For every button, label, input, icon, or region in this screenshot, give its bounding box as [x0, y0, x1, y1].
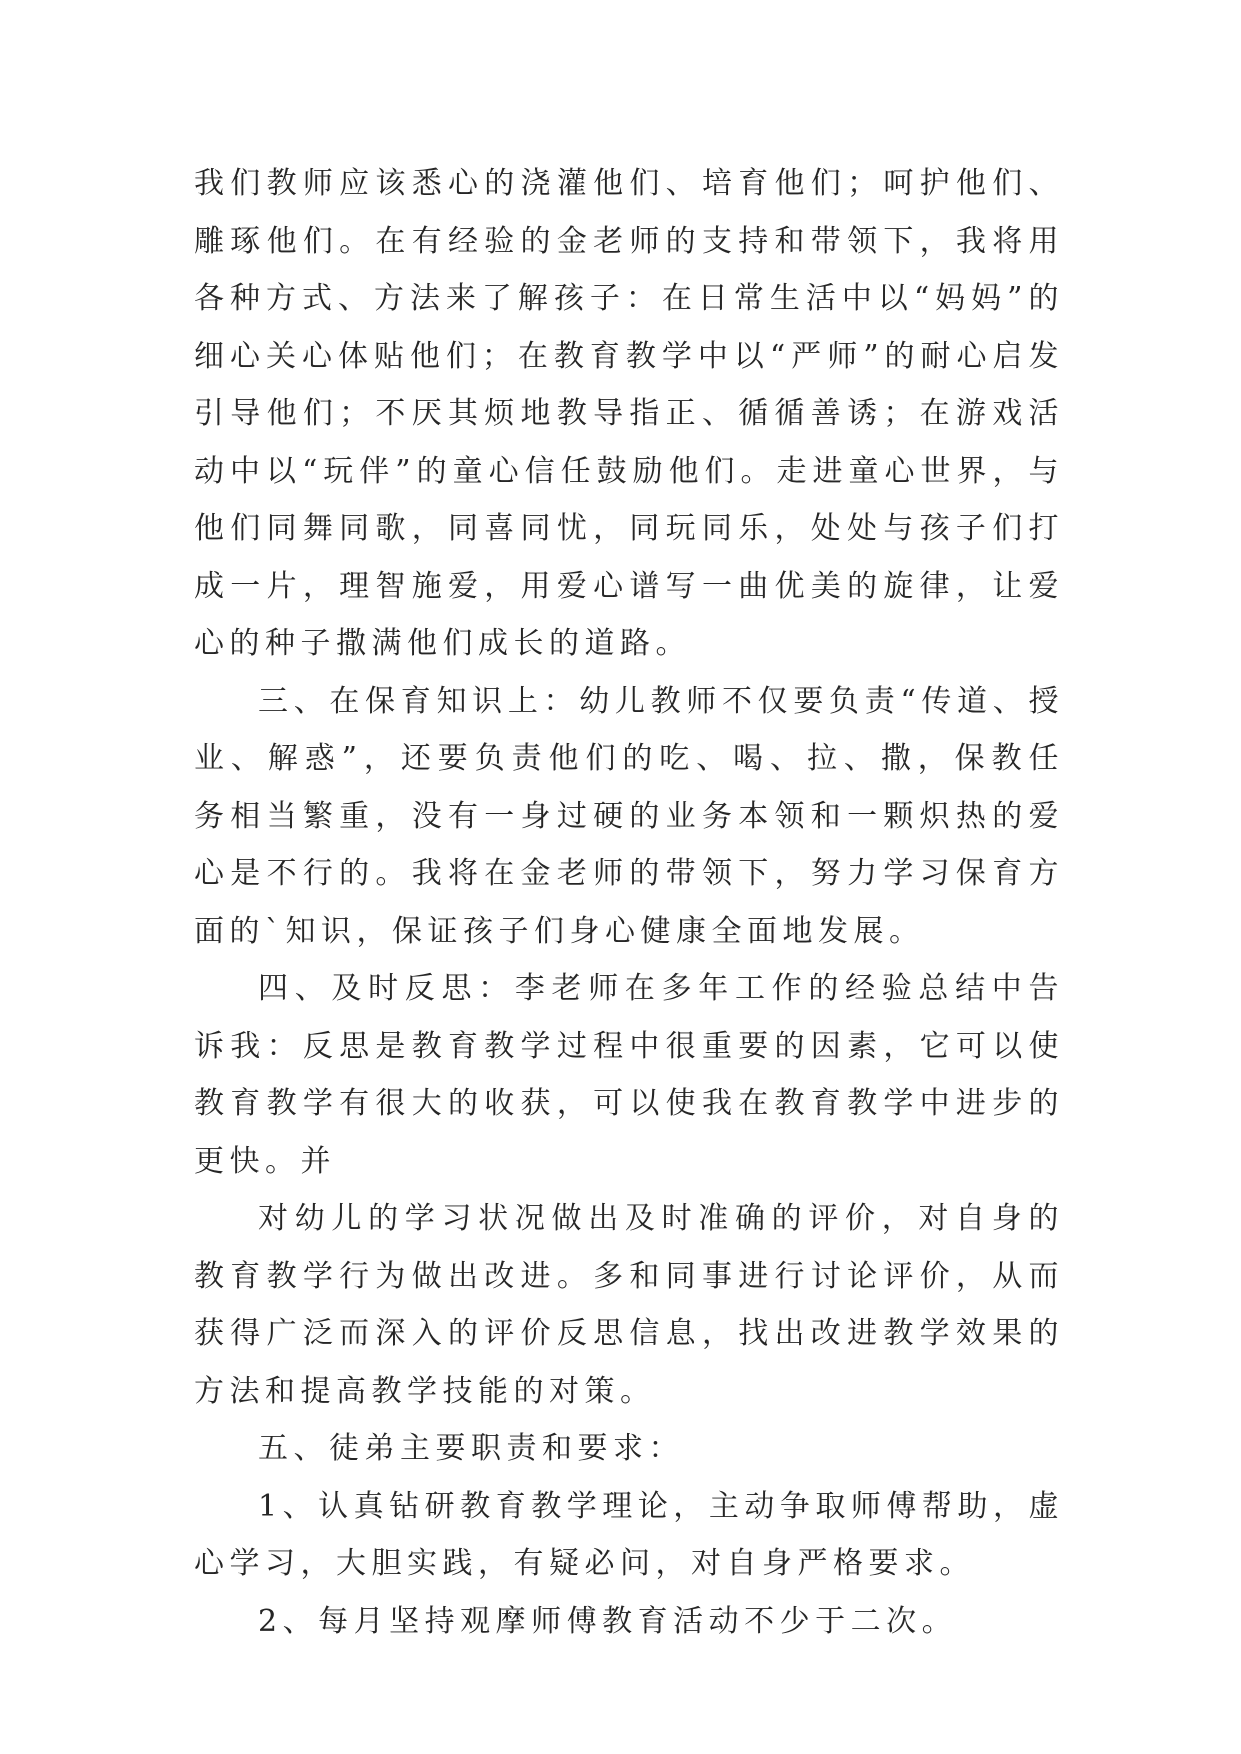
- paragraph-2: 三、在保育知识上：幼儿教师不仅要负责“传道、授业、解惑”，还要负责他们的吃、喝、拉、撒，保教任务相当繁重，没有一身过硬的业务本领和一颗炽热的爱心是不行的。我将在金老师的带领下，努力学习保育方面的`知识，保证孩子们身心健康全面地发展。: [194, 683, 1064, 949]
- paragraph-3: 四、及时反思：李老师在多年工作的经验总结中告诉我：反思是教育教学过程中很重要的因素，它可以使教育教学有很大的收获，可以使我在教育教学中进步的更快。并: [194, 971, 1064, 1179]
- document-body: [194, 155, 1064, 1650]
- paragraph-1: 我们教师应该悉心的浇灌他们、培育他们；呵护他们、雕琢他们。在有经验的金老师的支持和带领下，我将用各种方式、方法来了解孩子：在日常生活中以“妈妈”的细心关心体贴他们；在教育教学中以“严师”的耐心启发引导他们；不厌其烦地教导指正、循循善诱；在游戏活动中以“玩伴”的童心信任鼓励他们。走进童心世界，与他们同舞同歌，同喜同忧，同玩同乐，处处与孩子们打成一片，理智施爱，用爱心谱写一曲优美的旋律，让爱心的种子撒满他们成长的道路。: [194, 166, 1064, 661]
- paragraph-4: 对幼儿的学习状况做出及时准确的评价，对自身的教育教学行为做出改进。多和同事进行讨论评价，从而获得广泛而深入的评价反思信息，找出改进教学效果的方法和提高教学技能的对策。: [194, 1201, 1064, 1409]
- paragraph-5: 五、徒弟主要职责和要求：: [258, 1431, 684, 1466]
- paragraph-7: 2、每月坚持观摩师傅教育活动不少于二次。: [258, 1603, 958, 1639]
- paragraph-6: 1、认真钻研教育教学理论，主动争取师傅帮助，虚心学习，大胆实践，有疑必问，对自身严格要求。: [194, 1488, 1064, 1581]
